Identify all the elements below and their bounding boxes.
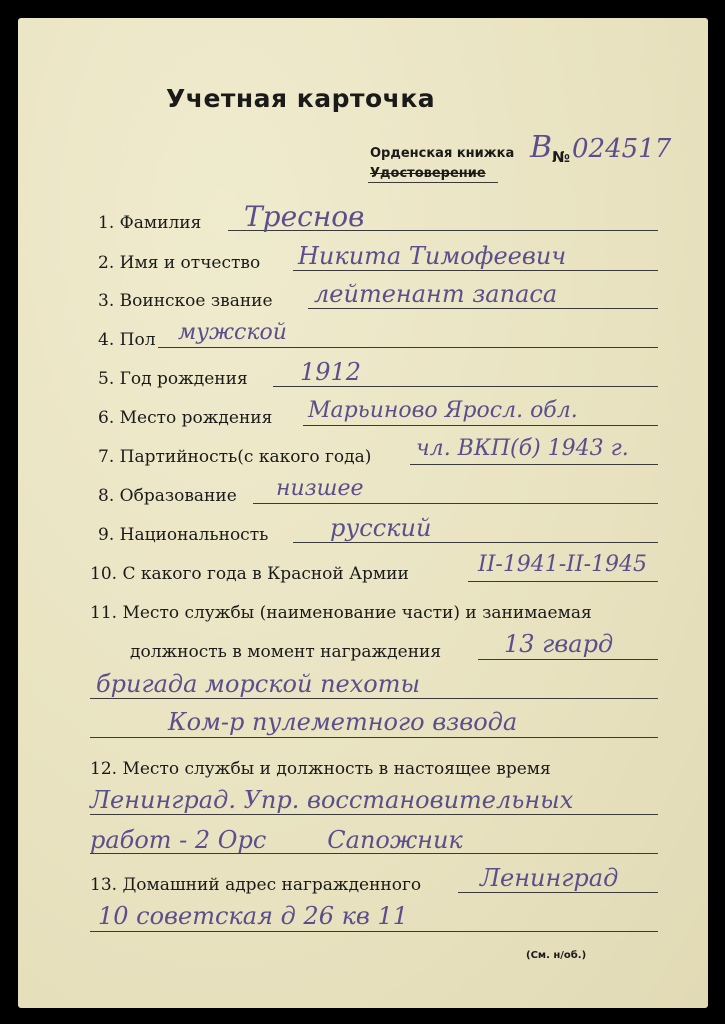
field-10-label: 10. С какого года в Красной Армии xyxy=(90,564,409,584)
field-9-label: 9. Национальность xyxy=(98,525,269,545)
field-1-value: Треснов xyxy=(244,200,365,233)
field-13-value-2: 10 советская д 26 кв 11 xyxy=(98,902,409,930)
field-8-label: 8. Образование xyxy=(98,486,237,506)
field-13-line-2 xyxy=(90,931,658,932)
field-6-label: 6. Место рождения xyxy=(98,408,273,428)
field-8-value: низшее xyxy=(276,476,364,501)
field-3-label: 3. Воинское звание xyxy=(98,291,273,311)
field-11-line-3 xyxy=(90,737,658,738)
field-11-value: 13 гвард xyxy=(504,630,614,658)
field-5-value: 1912 xyxy=(300,358,362,386)
field-10-value: II-1941-II-1945 xyxy=(478,552,648,577)
field-13-line-1 xyxy=(458,892,658,893)
field-11-line-1 xyxy=(478,659,658,660)
field-12-value: Ленинград. Упр. восстановительных xyxy=(90,786,574,814)
field-12-label: 12. Место службы и должность в настоящее время xyxy=(90,759,551,779)
card-title: Учетная карточка xyxy=(166,84,436,113)
field-6-line xyxy=(303,425,658,426)
field-2-value: Никита Тимофеевич xyxy=(298,242,567,270)
record-card xyxy=(18,18,708,1008)
order-book-underline xyxy=(368,182,498,183)
field-11-label-2: должность в момент награждения xyxy=(130,642,442,662)
field-13-value: Ленинград xyxy=(480,864,619,892)
field-3-value: лейтенант запаса xyxy=(314,280,558,308)
field-8-line xyxy=(253,503,658,504)
field-12-line-1 xyxy=(90,814,658,815)
field-7-label: 7. Партийность(с какого года) xyxy=(98,447,372,467)
field-9-value: русский xyxy=(330,514,432,542)
number-sign: № xyxy=(552,148,571,166)
footer-note: (См. н/об.) xyxy=(526,950,587,961)
field-9-line xyxy=(293,542,658,543)
field-4-line xyxy=(158,347,658,348)
field-1-label: 1. Фамилия xyxy=(98,213,202,233)
field-6-value: Марьиново Яросл. обл. xyxy=(308,398,578,423)
field-7-line xyxy=(410,464,658,465)
field-11-value-3: Ком-р пулеметного взвода xyxy=(168,708,518,736)
certificate-label-struck: Удостоверение xyxy=(370,166,486,181)
field-4-value: мужской xyxy=(178,320,287,345)
field-10-line xyxy=(468,581,658,582)
field-11-label: 11. Место службы (наименование части) и занимаемая xyxy=(90,603,592,623)
field-4-label: 4. Пол xyxy=(98,330,156,350)
order-book-number: 024517 xyxy=(572,134,672,164)
field-12-value-2: работ - 2 Орс Сапожник xyxy=(90,826,463,854)
field-13-label: 13. Домашний адрес награжденного xyxy=(90,875,422,895)
field-5-line xyxy=(273,386,658,387)
field-2-line xyxy=(293,270,658,271)
order-book-series: В xyxy=(530,130,553,165)
field-5-label: 5. Год рождения xyxy=(98,369,248,389)
field-7-value: чл. ВКП(б) 1943 г. xyxy=(416,436,629,461)
field-11-line-2 xyxy=(90,698,658,699)
field-2-label: 2. Имя и отчество xyxy=(98,253,261,273)
order-book-label: Орденская книжка xyxy=(370,146,515,161)
field-11-value-2: бригада морской пехоты xyxy=(96,670,421,698)
field-3-line xyxy=(308,308,658,309)
